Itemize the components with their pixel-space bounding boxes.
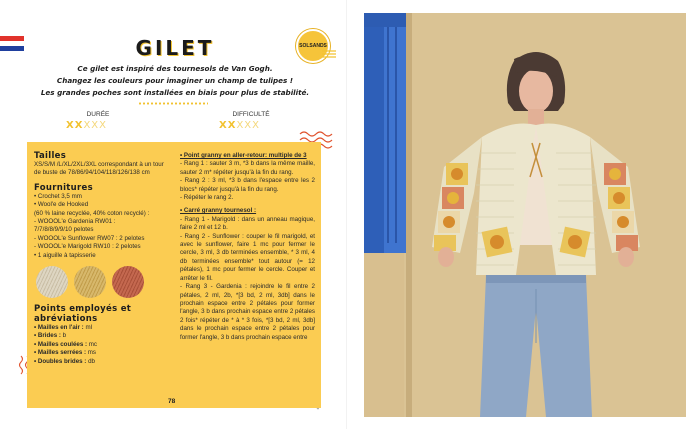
duration-mark: X [66,120,74,131]
intro-line: Les grandes poches sont installées en biais pour plus de stabilité. [40,88,310,97]
badge-lines-decoration [320,48,338,60]
difficulty-mark: X [252,120,260,131]
instructions-column [180,152,315,342]
difficulty-label: DIFFICULTÉ [232,111,270,118]
stitch-item: • Mailles en l'air : ml [34,324,92,332]
materials-column [34,151,172,366]
duration-label: DURÉE [86,111,110,118]
square-heading: • Carré granny tournesol : [180,207,257,215]
supply-item: - WOOOL'e Gardenia RW01 : [34,218,116,226]
duration-mark: X [74,120,83,131]
stitch-item: • Brides : b [34,332,67,340]
instruction-row: - Rang 3 - Gardenia : rejoindre le fil entre 2 pétales, 2 ml, 2b, *[3 bd, 2 ml, 3db] dans le prochain espace entre 2 pétales pour former l'angle, 3 b dans prochain espace entre 2 pétales 2 fois* répéter de * à * 3 fois, *[3 bd, 2 ml, 3db] dans le prochain espace entre 2 pétales pour former l'angle, 3 b dans prochain espace entre [180,283,315,341]
supply-item: 7/7/8/8/9/9/10 pelotes [34,226,94,234]
difficulty-mark: X [244,120,252,131]
gardenia-yarn-image [36,266,68,298]
duration-mark: X [91,120,99,131]
supply-item: • Wool'e de Hooked [34,201,89,209]
sizes-heading: Tailles [34,151,67,161]
sunflower-yarn-image [74,266,106,298]
supply-item: (60 % laine recyclée, 40% coton recyclé) : [34,209,150,217]
stitches-heading: Points employés et abréviations [34,304,132,325]
duration-rating [66,121,106,131]
intro-line: Changez les couleurs pour imaginer un champ de tulipes ! [56,76,294,85]
duration-mark: X [83,120,91,131]
page-number: 78 [168,398,176,405]
badge-label: SOLSANDS [299,43,327,49]
difficulty-mark: X [227,120,236,131]
instruction-row: - Répéter le rang 2. [180,194,234,202]
supply-item: - WOOOL'e Marigold RW10 : 2 pelotes [34,243,141,251]
stitch-item: • Doubles brides : db [34,357,95,365]
difficulty-mark: X [219,120,227,131]
photo-illustration [364,13,686,417]
instruction-row: - Rang 2 : 3 ml, *3 b dans l'espace entre les 2 blocs* répéter jusqu'à la fin du rang. [180,177,315,193]
page-gutter [346,0,347,429]
supply-item: • 1 aiguille à tapisserie [34,251,96,259]
difficulty-rating [219,121,259,131]
intro-text [30,63,320,99]
instruction-row: - Rang 2 - Sunflower : couper le fil marigold, et avec le sunflower, faire 1 mc pour fermer le cercle, 3 ml, 3 db terminées ensemble, * 3 ml, 4 db terminées ensemble* tout autour (= 12 pétales), 1 mc pour fermer le cercle. Couper et arrêter le fil. [180,232,315,282]
difficulty-mark: X [236,120,244,131]
sizes-text: XS/S/M /L/XL/2XL/3XL correspondant à un tour de buste de 78/86/94/104/118/126/138 cm [34,161,164,177]
instruction-row: - Rang 1 : sauter 3 m, *3 b dans la même maille, sauter 2 m* répéter jusqu'à la fin du rang. [180,160,315,176]
instruction-row: - Rang 1 - Marigold : dans un anneau magique, faire 2 ml et 12 b. [180,215,315,232]
stitch-item: • Mailles coulées : mc [34,340,98,348]
language-flag-icon [0,36,24,51]
supplies-heading: Fournitures [34,182,93,193]
duration-mark: X [99,120,107,131]
yarn-swatches [36,266,172,298]
supply-item: - WOOOL'e Sunflower RW07 : 2 pelotes [34,234,145,242]
granny-heading: • Point granny en aller-retour: multiple de 3 [180,152,307,159]
intro-line: Ce gilet est inspiré des tournesols de Van Gogh. [77,64,273,73]
model-photo [364,13,686,417]
stitch-item: • Mailles serrées : ms [34,349,97,357]
marigold-yarn-image [112,266,144,298]
dotted-divider [138,102,208,105]
page-title: GILET [135,36,215,60]
supply-item: • Crochet 3,5 mm [34,192,82,200]
